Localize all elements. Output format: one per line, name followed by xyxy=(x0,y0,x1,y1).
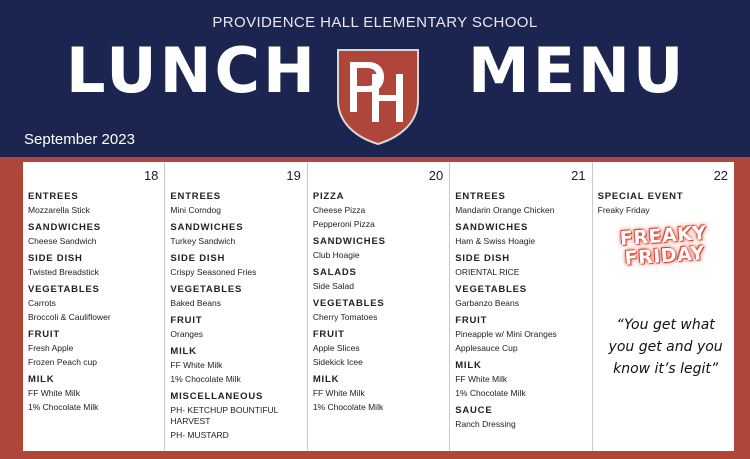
day-column-18 xyxy=(23,162,165,451)
menu-item: Mandarin Orange Chicken xyxy=(455,205,555,215)
menu-item: Twisted Breadstick xyxy=(28,267,99,277)
freaky-friday-badge xyxy=(607,222,720,270)
school-crest-logo xyxy=(336,48,420,146)
menu-item: FF White Milk xyxy=(28,388,80,398)
badge-line: FRIDAY xyxy=(623,242,706,270)
menu-item: FF White Milk xyxy=(455,374,508,384)
menu-item: Cherry Tomatoes xyxy=(312,312,378,322)
category-title: SANDWICHES xyxy=(170,222,244,233)
category-title: SPECIAL EVENT xyxy=(597,191,684,202)
header-banner xyxy=(0,0,750,157)
menu-item: FF White Milk xyxy=(312,388,365,398)
day-column-21 xyxy=(450,162,592,451)
day-number: 21 xyxy=(571,168,586,183)
category-title: VEGETABLES xyxy=(455,284,527,295)
title-lunch: LUNCH xyxy=(66,34,318,107)
category-title: FRUIT xyxy=(455,315,488,326)
menu-item: Broccoli & Cauliflower xyxy=(28,312,111,322)
badge-line: FREAKY xyxy=(618,222,707,251)
day-column-19 xyxy=(165,162,307,451)
school-name: PROVIDENCE HALL ELEMENTARY SCHOOL xyxy=(212,14,538,31)
menu-item: Club Hoagie xyxy=(312,250,360,260)
day-number: 22 xyxy=(713,168,729,183)
menu-item: Crispy Seasoned Fries xyxy=(170,267,257,277)
category-title: SIDE DISH xyxy=(455,253,510,264)
category-title: MILK xyxy=(170,346,197,357)
category-title: SAUCE xyxy=(455,405,493,416)
menu-item: Sidekick Icee xyxy=(312,357,363,367)
category-title: SANDWICHES xyxy=(312,236,386,247)
menu-item: 1% Chocolate Milk xyxy=(312,402,384,412)
day-column-20 xyxy=(308,162,450,451)
menu-item: Pineapple w/ Mini Oranges xyxy=(455,329,557,339)
menu-item: Garbanzo Beans xyxy=(455,298,520,308)
category-title: VEGETABLES xyxy=(28,284,100,295)
title-menu: MENU xyxy=(468,34,687,107)
menu-item: Applesauce Cup xyxy=(455,343,518,353)
menu-item: Freaky Friday xyxy=(597,205,650,215)
category-title: SANDWICHES xyxy=(28,222,101,233)
category-title: SIDE DISH xyxy=(170,253,226,264)
menu-item: 1% Chocolate Milk xyxy=(455,388,526,398)
category-title: ENTREES xyxy=(455,191,506,202)
category-title: SANDWICHES xyxy=(455,222,529,233)
category-title: VEGETABLES xyxy=(170,284,243,295)
menu-item: FF White Milk xyxy=(170,360,223,370)
menu-item: Ranch Dressing xyxy=(455,419,516,429)
menu-item: Ham & Swiss Hoagie xyxy=(455,236,536,246)
menu-item: Mini Corndog xyxy=(170,205,221,215)
category-title: VEGETABLES xyxy=(312,298,385,309)
menu-item: Apple Slices xyxy=(312,343,360,353)
menu-item: PH- KETCHUP BOUNTIFUL HARVEST xyxy=(170,405,279,426)
menu-item: 1% Chocolate Milk xyxy=(170,374,241,384)
category-title: FRUIT xyxy=(170,315,203,326)
menu-item: Baked Beans xyxy=(170,298,221,308)
menu-item: Turkey Sandwich xyxy=(170,236,236,246)
menu-item: Cheese Sandwich xyxy=(28,236,97,246)
category-title: ENTREES xyxy=(170,191,221,202)
month-label: September 2023 xyxy=(24,131,135,148)
category-title: MILK xyxy=(312,374,340,385)
menu-item: Oranges xyxy=(170,329,204,339)
day-number: 18 xyxy=(143,168,159,183)
menu-item: Side Salad xyxy=(312,281,354,291)
category-title: MISCELLANEOUS xyxy=(170,391,264,402)
menu-item: Fresh Apple xyxy=(28,343,74,353)
category-title: MILK xyxy=(455,360,482,371)
category-title: SIDE DISH xyxy=(28,253,83,264)
menu-calendar xyxy=(23,162,734,451)
menu-item: Mozzarella Stick xyxy=(28,205,90,215)
day-column-22 xyxy=(593,162,734,451)
category-title: FRUIT xyxy=(28,329,60,340)
category-title: SALADS xyxy=(312,267,357,278)
menu-item: Pepperoni Pizza xyxy=(312,219,375,229)
category-title: ENTREES xyxy=(28,191,79,202)
friday-quote: “You get what you get and you know it’s legit” xyxy=(608,317,723,377)
category-title: PIZZA xyxy=(312,191,345,202)
day-number: 19 xyxy=(286,168,301,183)
menu-item: 1% Chocolate Milk xyxy=(28,402,99,412)
menu-item: Carrots xyxy=(28,298,56,308)
menu-item: ORIENTAL RICE xyxy=(455,267,520,277)
menu-item: PH- MUSTARD xyxy=(170,430,229,440)
menu-item: Cheese Pizza xyxy=(312,205,366,215)
menu-item: Frozen Peach cup xyxy=(28,357,97,367)
category-title: MILK xyxy=(28,374,55,385)
day-number: 20 xyxy=(428,168,444,183)
category-title: FRUIT xyxy=(312,329,345,340)
